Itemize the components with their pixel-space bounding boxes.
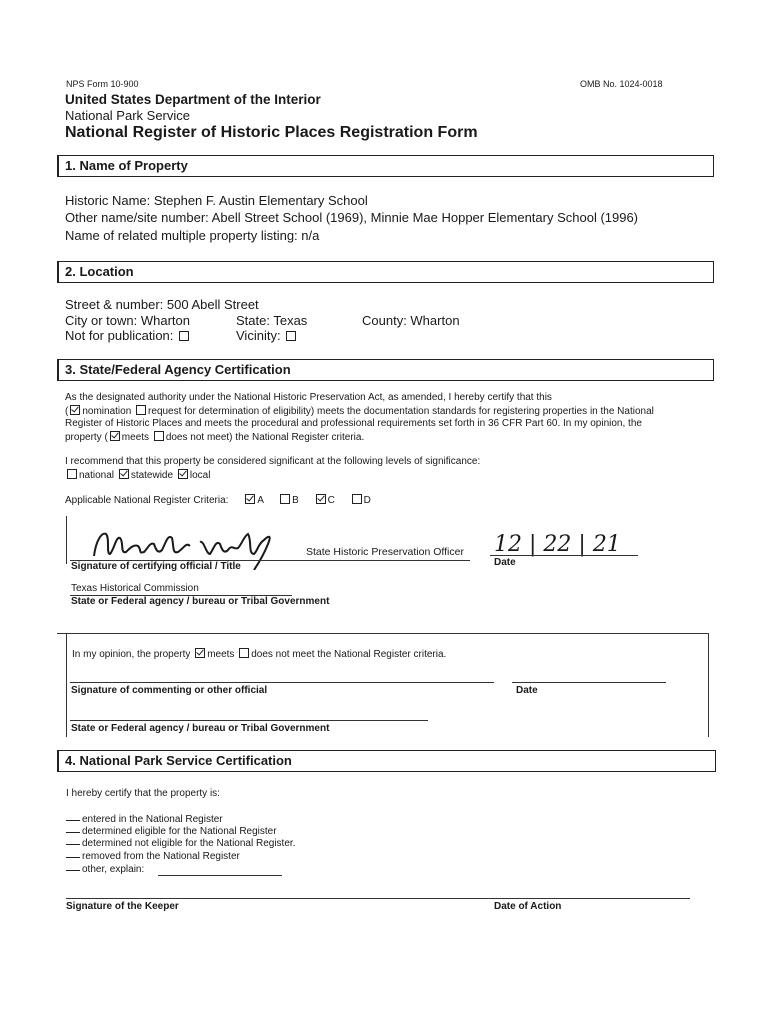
section-1-title: 1. Name of Property [65,158,188,173]
option-not-eligible-blank[interactable] [66,844,80,845]
section-2-title: 2. Location [65,264,134,279]
comment-signature-label: Signature of commenting or other official [71,685,268,696]
street-address: Street & number: 500 Abell Street [65,297,259,312]
city: City or town: Wharton [65,313,190,328]
criterion-b-checkbox[interactable] [280,494,290,504]
handwritten-day: 22 [543,532,572,557]
does-not-meet-label: does not meet) the National Register criteria. [165,432,365,443]
section-4-header [57,750,716,772]
option-eligible-blank[interactable] [66,832,80,833]
national-checkbox[interactable] [67,469,77,479]
option-removed-label: removed from the National Register [82,851,240,862]
recommend-text: I recommend that this property be considered significant at the following levels of significance: [65,456,481,467]
meets-checkbox[interactable] [110,431,120,441]
criteria-label: Applicable National Register Criteria: [65,495,229,506]
opinion-does-not-meet-checkbox[interactable] [239,648,249,658]
criterion-b-letter: B [292,495,299,506]
certification-line-2: ( nomination request for determination of eligibility) meets the documentation standards for registering properties in the National [65,406,654,417]
statewide-label: statewide [130,470,174,481]
handwritten-month: 12 [494,532,522,557]
criterion-d-letter: D [363,495,371,506]
date-line [490,555,638,556]
local-checkbox[interactable] [178,469,188,479]
opinion-meets-checkbox[interactable] [195,648,205,658]
does-not-meet-checkbox[interactable] [154,431,164,441]
section-3-header [57,359,714,381]
keeper-signature-label: Signature of the Keeper [66,901,179,912]
nomination-label: nomination [82,406,132,417]
signature-label: Signature of certifying official / Title [71,561,241,572]
property-label: property ( [65,432,108,443]
handwritten-year: 21 [592,532,621,557]
date-of-action-label: Date of Action [494,901,562,912]
section-4-title: 4. National Park Service Certification [65,753,292,768]
meets-label: meets [121,432,150,443]
comment-box-left [66,633,67,737]
section-3-title: 3. State/Federal Agency Certification [65,362,291,377]
option-entered-label: entered in the National Register [82,814,223,825]
form-number: NPS Form 10-900 [66,79,139,89]
date-label: Date [494,557,516,568]
comment-date-label: Date [516,685,538,696]
opinion-line [72,648,446,660]
comment-box-right [708,633,709,737]
criterion-c-checkbox[interactable] [316,494,326,504]
comment-agency-line [70,720,428,721]
option-entered [66,814,223,825]
agency-name-value: Texas Historical Commission [71,583,199,594]
opinion-meets-label: meets [207,649,235,660]
not-for-publication-label: Not for publication: [65,328,174,343]
historic-name: Historic Name: Stephen F. Austin Elementary School [65,193,368,208]
option-eligible [66,826,277,837]
county: County: Wharton [362,313,460,328]
agency-name: National Park Service [65,108,190,123]
option-other-blank[interactable] [66,870,80,871]
certification-line-3: Register of Historic Places and meets the procedural and professional requirements set forth in 36 CFR Part 60. In my opinion, the [65,418,642,429]
omb-number: OMB No. 1024-0018 [580,79,663,89]
not-for-publication-checkbox[interactable] [179,331,189,341]
criterion-c-letter: C [327,495,335,506]
significance-levels [65,469,210,481]
statewide-checkbox[interactable] [119,469,129,479]
handwritten-date: 12 | 22 | 21 [494,532,621,557]
vicinity-checkbox[interactable] [286,331,296,341]
other-names: Other name/site number: Abell Street School (1969), Minnie Mae Hopper Elementary School (1996) [65,210,639,225]
related-listing: Name of related multiple property listing: n/a [65,228,320,243]
criterion-d-checkbox[interactable] [352,494,362,504]
department-name: United States Department of the Interior [65,92,321,107]
certification-line-4 [65,431,364,443]
nomination-checkbox[interactable] [70,405,80,415]
comment-agency-label: State or Federal agency / bureau or Tribal Government [71,723,330,734]
certification-line-2-text: request for determination of eligibility) meets the documentation standards for registering properties in the National [148,406,654,417]
criterion-c [314,495,335,506]
national-label: national [79,470,115,481]
criterion-a [243,495,263,506]
opinion-text-c: does not meet the National Register criteria. [251,649,447,660]
option-other-label: other, explain: [82,864,145,875]
criterion-a-letter: A [257,495,264,506]
vicinity [236,328,298,343]
section-2-header [57,261,714,283]
option-not-eligible-label: determined not eligible for the National Register. [82,838,296,849]
comment-signature-line [70,682,494,683]
form-title: National Register of Historic Places Registration Form [65,124,478,141]
option-other [66,864,144,875]
signature-box-left-border [66,516,67,564]
comment-date-line [512,682,666,683]
not-for-publication [65,328,191,343]
criterion-d [350,495,371,506]
option-removed [66,851,240,862]
other-explain-line[interactable] [158,875,282,876]
criteria-row [65,494,371,506]
comment-box-top [57,633,708,634]
criterion-a-checkbox[interactable] [245,494,255,504]
agency-label: State or Federal agency / bureau or Tribal Government [71,596,330,607]
vicinity-label: Vicinity: [236,328,281,343]
opinion-text-a: In my opinion, the property [72,649,191,660]
option-eligible-label: determined eligible for the National Register [82,826,277,837]
certification-line-1: As the designated authority under the National Historic Preservation Act, as amended, I hereby certify that this [65,392,552,403]
eligibility-request-checkbox[interactable] [136,405,146,415]
signer-title: State Historic Preservation Officer [306,546,464,558]
keeper-intro: I hereby certify that the property is: [66,788,220,799]
criterion-b [278,495,299,506]
local-label: local [189,470,211,481]
keeper-signature-line [66,898,690,899]
section-1-header [57,155,714,177]
option-entered-blank[interactable] [66,820,80,821]
state: State: Texas [236,313,308,328]
option-removed-blank[interactable] [66,857,80,858]
option-not-eligible [66,838,295,849]
